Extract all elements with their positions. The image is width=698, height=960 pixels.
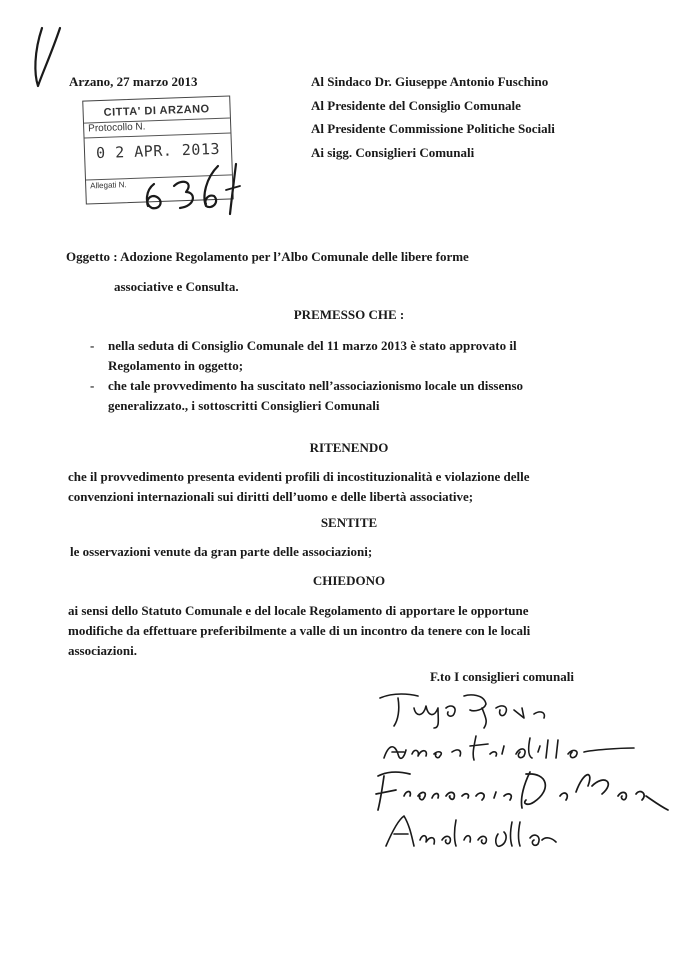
stamp-protocol-label: Protocollo N.: [88, 121, 146, 135]
stamp-date: 0 2 APR. 2013: [95, 139, 221, 163]
recipient-council-president: Al Presidente del Consiglio Comunale: [311, 97, 521, 113]
recipient-mayor: Al Sindaco Dr. Giuseppe Antonio Fuschino: [311, 74, 549, 89]
handwritten-protocol-number: [140, 160, 250, 220]
sentite-heading: SENTITE: [320, 515, 378, 530]
subject-line-1: Oggetto : Adozione Regolamento per l’Albo Comunale delle libere forme: [66, 249, 469, 264]
premesso-item-1-line-1: nella seduta di Consiglio Comunale del 11 marzo 2013 è stato approvato il: [108, 338, 517, 353]
recipient-commission-president: Al Presidente Commissione Politiche Sociali: [311, 121, 555, 136]
stamp-city: CITTA' DI ARZANO: [103, 103, 210, 119]
signature-2: [378, 728, 638, 768]
date-line: Arzano, 27 marzo 2013: [69, 74, 198, 89]
chiedono-line-1: ai sensi dello Statuto Comunale e del locale Regolamento di apportare le opportune: [68, 603, 529, 618]
stamp-attachments-label: Allegati N.: [90, 180, 127, 191]
premesso-heading: PREMESSO CHE :: [293, 307, 405, 322]
signature-caption: F.to I consiglieri comunali: [430, 669, 574, 684]
ritenendo-line-1: che il provvedimento presenta evidenti profili di incostituzionalità e violazione delle: [68, 469, 530, 484]
premesso-item-2-line-1: che tale provvedimento ha suscitato nell’associazionismo locale un dissenso: [108, 378, 524, 393]
chiedono-line-3: associazioni.: [68, 643, 137, 658]
premesso-item-2-line-2: generalizzato., i sottoscritti Consiglieri Comunali: [108, 398, 380, 413]
chiedono-line-2: modifiche da effettuare preferibilmente a valle di un incontro da tenere con le locali: [68, 623, 531, 638]
recipient-councillors: Ai sigg. Consiglieri Comunali: [311, 144, 475, 160]
sentite-line-1: le osservazioni venute da gran parte delle associazioni;: [70, 544, 373, 559]
handwritten-mark: [28, 22, 68, 92]
signature-4: [380, 812, 560, 854]
chiedono-paragraph: [68, 601, 616, 661]
list-item: - che tale provvedimento ha suscitato nell’associazionismo locale un dissenso generalizzato., i sottoscritti Consiglieri Comunali: [108, 376, 668, 416]
list-item: - nella seduta di Consiglio Comunale del 11 marzo 2013 è stato approvato il Regolamento in oggetto;: [108, 336, 668, 376]
recipients-block: [311, 72, 555, 166]
premesso-item-1-line-2: Regolamento in oggetto;: [108, 358, 244, 373]
ritenendo-heading: RITENENDO: [309, 440, 389, 455]
signature-3: [370, 766, 670, 818]
ritenendo-paragraph: [68, 467, 616, 507]
signature-1: [374, 690, 574, 730]
ritenendo-line-2: convenzioni internazionali sui diritti dell’uomo e delle libertà associative;: [68, 489, 474, 504]
subject-line-2: associative e Consulta.: [114, 279, 239, 294]
chiedono-heading: CHIEDONO: [312, 573, 386, 588]
